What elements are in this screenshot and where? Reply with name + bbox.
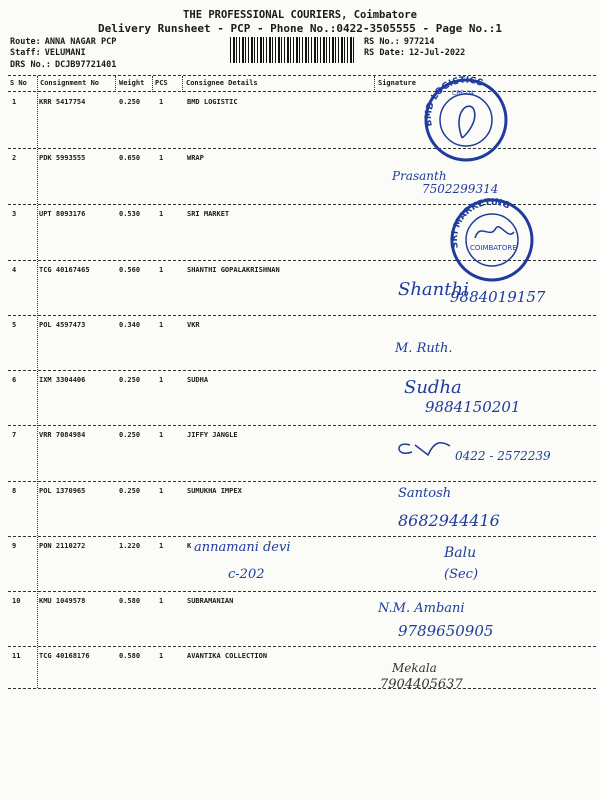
row4-signature: Shanthi [398,279,469,300]
col-header-sno: S No [10,79,27,87]
row6-signature: Sudha [404,377,462,398]
row5-signature: M. Ruth. [395,341,453,356]
weight-cell: 0.580 [119,597,141,605]
sri-marketing-stamp [450,198,532,280]
svg-text:SRI MARKETING [450,198,511,250]
row8-signature: Santosh [398,486,452,501]
col-header-consignee: Consignee Details [186,79,258,87]
col-header-pcs: PCS [155,79,168,87]
row6-phone: 9884150201 [425,398,521,416]
row2-signature: Prasanth [392,169,447,183]
consignee-cell: SHANTHI GOPALAKRISHNAN [187,266,280,274]
pcs-cell: 1 [159,542,164,550]
consignment-cell: IXM 3304406 [39,376,86,384]
consignment-cell: PDK 5993555 [39,154,86,162]
consignee-cell: AVANTIKA COLLECTION [187,652,268,660]
row9-signature-note: (Sec) [444,567,479,582]
consignee-cell: SUDHA [187,376,209,384]
sri-stamp-text: SRI MARKETING [449,197,512,250]
weight-cell: 0.250 [119,431,141,439]
weight-cell: 0.530 [119,210,141,218]
route-label: Route: [10,37,41,47]
consignment-cell: VRR 7084984 [39,431,86,439]
weight-cell: 0.560 [119,266,141,274]
consignment-cell: KRR 5417754 [39,98,86,106]
pcs-cell: 1 [159,154,164,162]
consignment-cell: POL 1370965 [39,487,86,495]
rs-no-label: RS No.: [364,37,400,47]
weight-cell: 0.580 [119,652,141,660]
consignee-cell: SRI MARKET [187,210,230,218]
row9-consignee-handwritten: annamani devi [194,540,291,555]
sno-cell: 9 [12,542,17,550]
sno-cell: 1 [12,98,17,106]
sno-cell: 6 [12,376,17,384]
pcs-cell: 1 [159,431,164,439]
sri-stamp-mid: COIMBATORE [470,244,517,252]
pcs-cell: 1 [159,376,164,384]
sno-cell: 7 [12,431,17,439]
sno-cell: 11 [12,652,21,660]
route-value: ANNA NAGAR PCP [44,37,117,47]
weight-cell: 0.650 [119,154,141,162]
consignee-cell: JIFFY JANGLE [187,431,238,439]
drs-label: DRS No.: [10,60,51,70]
bmd-stamp-top: CBE-04 [452,90,474,97]
sno-cell: 10 [12,597,21,605]
bmd-stamp [424,76,506,160]
row9-signature: Balu [444,545,477,561]
rs-date-value: 12-Jul-2022 [408,48,466,58]
row4-phone: 9884019157 [450,288,546,306]
consignment-cell: PON 2110272 [39,542,86,550]
sno-cell: 5 [12,321,17,329]
weight-cell: 0.250 [119,376,141,384]
consignee-cell: VKR [187,321,200,329]
consignee-cell: SUMUKHA IMPEX [187,487,242,495]
row8-phone: 8682944416 [398,511,500,530]
pcs-cell: 1 [159,266,164,274]
drs-value: DCJB97721401 [54,60,117,70]
weight-cell: 1.220 [119,542,141,550]
consignment-cell: UPT 8093176 [39,210,86,218]
staff-value: VELUMANI [44,48,86,58]
col-header-signature: Signature [378,79,416,87]
consignment-cell: TCG 40168176 [39,652,90,660]
weight-cell: 0.250 [119,98,141,106]
sno-cell: 8 [12,487,17,495]
weight-cell: 0.340 [119,321,141,329]
runsheet-subtitle: Delivery Runsheet - PCP - Phone No.:0422-3505555 - Page No.:1 [98,22,502,35]
consignee-cell: WRAP [187,154,204,162]
svg-text:BMD LOGISTICS [424,76,485,128]
weight-cell: 0.250 [119,487,141,495]
consignee-cell: BMD LOGISTIC [187,98,238,106]
row11-signature: Mekala [392,661,437,675]
row10-signature: N.M. Ambani [378,601,465,616]
sno-cell: 4 [12,266,17,274]
row10-phone: 9789650905 [398,622,494,640]
pcs-cell: 1 [159,597,164,605]
consignment-cell: TCG 40167465 [39,266,90,274]
sno-cell: 2 [12,154,17,162]
consignee-cell: K [187,542,192,550]
row7-phone: 0422 - 2572239 [455,449,551,463]
pcs-cell: 1 [159,321,164,329]
bmd-stamp-text: BMD LOGISTICS [423,75,485,128]
row7-signature-mark [399,443,450,455]
staff-label: Staff: [10,48,41,58]
rs-no-value: 977214 [403,37,435,47]
pcs-cell: 1 [159,98,164,106]
row11-phone: 7904405637 [380,677,463,692]
consignee-cell: SUBRAMANIAN [187,597,234,605]
col-header-consignment: Consignment No [40,79,100,87]
consignment-cell: KMU 1049578 [39,597,86,605]
row9-address-note: c-202 [228,567,265,582]
sno-cell: 3 [12,210,17,218]
row2-phone: 7502299314 [422,182,499,196]
pcs-cell: 1 [159,652,164,660]
col-header-weight: Weight [119,79,145,87]
consignment-cell: POL 4597473 [39,321,86,329]
pcs-cell: 1 [159,210,164,218]
pcs-cell: 1 [159,487,164,495]
company-title: THE PROFESSIONAL COURIERS, Coimbatore [183,9,417,21]
rs-date-label: RS Date: [364,48,405,58]
